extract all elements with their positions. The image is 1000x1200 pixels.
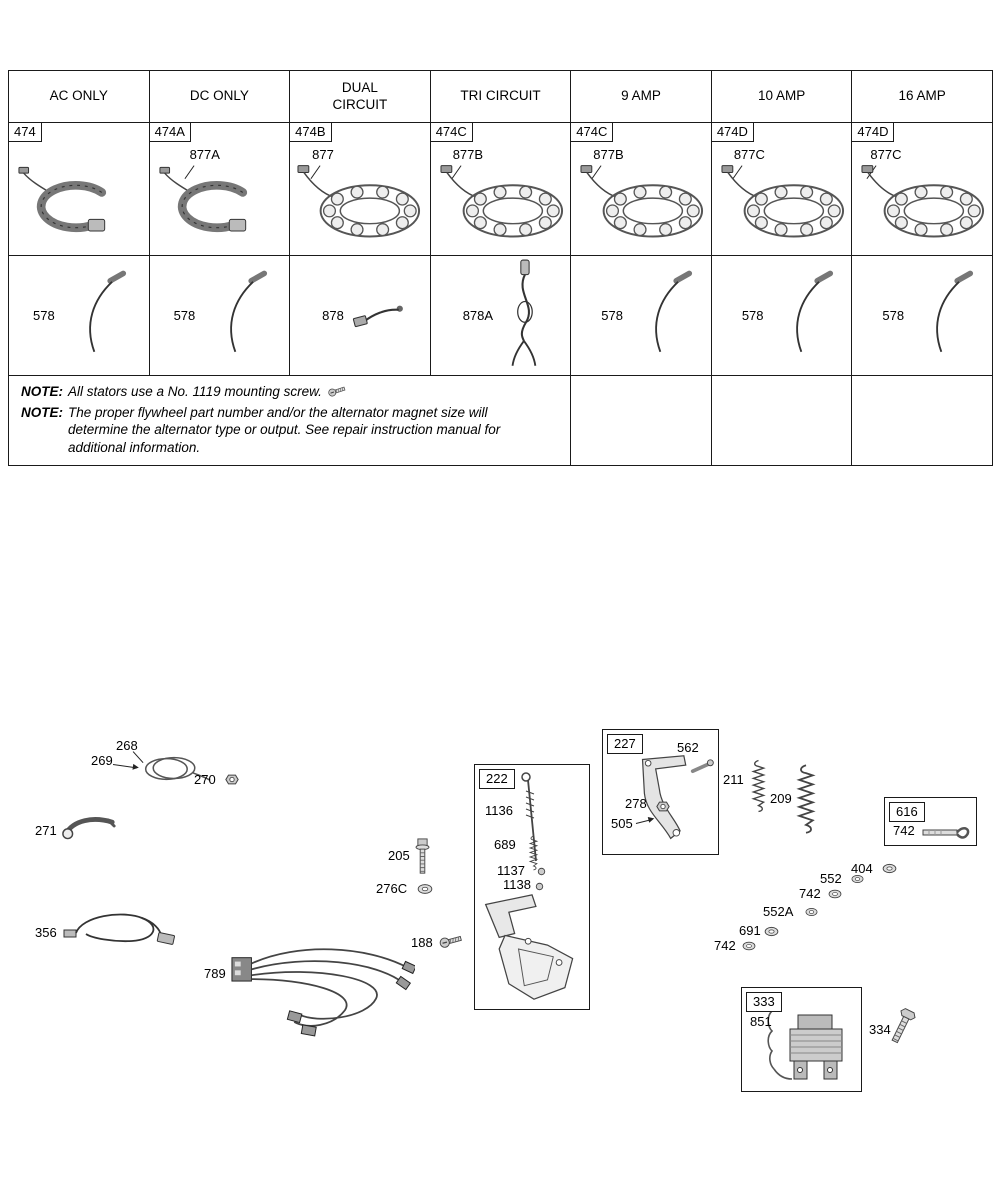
col-header-dual-circuit	[290, 71, 431, 123]
stator-row	[9, 123, 993, 256]
wire-cell-dual-circuit	[290, 256, 431, 376]
ref-box: 474A	[150, 123, 191, 142]
lead-wire-icon	[352, 300, 406, 332]
part-number-label: 877C	[870, 147, 902, 162]
column-header: DC ONLY	[189, 88, 249, 104]
nut-icon	[656, 800, 670, 813]
col-header-9-amp	[571, 71, 712, 123]
group-ref-box: 333	[746, 992, 782, 1012]
wire-cell-16-amp	[852, 256, 993, 376]
bolt-icon	[415, 838, 430, 875]
callout-211: 211	[723, 772, 744, 787]
wire-part-label: 578	[601, 308, 623, 323]
empty-cell	[571, 376, 712, 466]
ref-box: 474C	[431, 123, 473, 142]
stator-ring-icon	[439, 161, 567, 245]
wire-part-label: 878	[322, 308, 344, 323]
wiring-harness-icon	[230, 928, 415, 1038]
ref-box: 474D	[852, 123, 894, 142]
note-2	[21, 404, 558, 457]
column-header: 10 AMP	[757, 88, 806, 104]
callout-689: 689	[494, 837, 516, 852]
group-227	[602, 729, 719, 855]
callout-691: 691	[739, 923, 761, 938]
wire-cell-10-amp	[712, 256, 853, 376]
washer-icon	[742, 941, 756, 951]
clip-icon	[60, 810, 118, 842]
ref-box: 474B	[290, 123, 331, 142]
alternator-table	[8, 70, 993, 466]
column-header: DUAL CIRCUIT	[332, 79, 388, 112]
notes-row	[9, 376, 993, 466]
stator-cell-9-amp	[571, 123, 712, 256]
callout-278: 278	[625, 796, 647, 811]
lead-wire-icon	[918, 268, 974, 360]
part-number-label: 877B	[452, 147, 484, 162]
ball-icon	[537, 867, 546, 876]
group-616	[884, 797, 977, 846]
lead-wire-icon	[637, 268, 693, 360]
note-prefix: NOTE:	[21, 384, 63, 399]
part-number-label: 877A	[189, 147, 220, 162]
callout-1138: 1138	[503, 877, 531, 892]
nut-icon	[225, 773, 239, 786]
callout-276C: 276C	[376, 881, 408, 896]
washer-icon	[764, 926, 779, 937]
note-prefix: NOTE:	[21, 404, 63, 420]
callout-209: 209	[770, 791, 792, 806]
col-header-dc-only	[150, 71, 291, 123]
ball-icon	[535, 882, 544, 891]
lead-wire-icon	[71, 268, 127, 360]
col-header-16-amp	[852, 71, 993, 123]
callout-1137: 1137	[497, 863, 525, 878]
stator-cell-dual-circuit	[290, 123, 431, 256]
callout-334: 334	[869, 1022, 891, 1037]
callout-742c: 742	[714, 938, 736, 953]
ref-box: 474	[9, 123, 42, 142]
callout-356: 356	[35, 925, 57, 940]
leader-line-269	[113, 764, 137, 769]
stator-cell-ac-only	[9, 123, 150, 256]
note-1	[21, 383, 558, 401]
stator-ring-icon	[720, 161, 848, 245]
callout-851: 851	[750, 1014, 772, 1029]
group-ref-box: 227	[607, 734, 643, 754]
callout-404: 404	[851, 861, 873, 876]
wire-cell-dc-only	[150, 256, 291, 376]
part-number-label: 877C	[733, 147, 765, 162]
stator-ring-icon	[296, 161, 424, 245]
notes-cell	[9, 376, 571, 466]
lead-wire-icon	[212, 268, 268, 360]
ignition-armature-icon	[758, 1002, 858, 1088]
callout-188: 188	[411, 935, 433, 950]
part-number-label: 877	[312, 147, 334, 162]
stop-wire-icon	[62, 908, 177, 950]
group-333	[741, 987, 862, 1092]
part-number-label: 877B	[593, 147, 624, 162]
stator-partial-icon	[158, 163, 264, 245]
wire-row	[9, 256, 993, 376]
mounting-screw-icon	[326, 383, 348, 399]
spring-icon	[790, 763, 822, 835]
wire-part-label: 578	[33, 308, 55, 323]
stator-cell-dc-only	[150, 123, 291, 256]
callout-205: 205	[388, 848, 410, 863]
stator-ring-icon	[579, 161, 707, 245]
empty-cell	[712, 376, 853, 466]
callout-742b: 742	[799, 886, 821, 901]
group-ref-box: 222	[479, 769, 515, 789]
empty-cell	[852, 376, 993, 466]
column-header: 16 AMP	[898, 88, 946, 104]
stator-partial-icon	[17, 163, 123, 245]
ref-box: 474D	[712, 123, 754, 142]
wire-part-label: 578	[173, 308, 196, 323]
callout-1136: 1136	[485, 803, 513, 818]
wire-cell-9-amp	[571, 256, 712, 376]
wire-cell-ac-only	[9, 256, 150, 376]
washer-icon	[882, 863, 897, 874]
column-header: AC ONLY	[49, 88, 108, 104]
spring-icon	[525, 835, 542, 871]
col-header-ac-only	[9, 71, 150, 123]
wire-part-label: 578	[882, 308, 905, 323]
callout-269: 269	[91, 753, 113, 768]
wire-part-label: 878A	[462, 308, 494, 323]
callout-562: 562	[677, 740, 699, 755]
washer-icon	[828, 889, 842, 899]
callout-270: 270	[194, 772, 216, 787]
stator-ring-icon	[860, 161, 988, 245]
control-bracket-icon	[479, 891, 587, 1005]
wire-cell-tri-circuit	[431, 256, 572, 376]
lead-wire-icon	[505, 258, 547, 372]
table-header-row	[9, 71, 993, 123]
lead-wire-icon	[778, 268, 834, 360]
group-222	[474, 764, 590, 1010]
washer-icon	[417, 883, 433, 895]
column-header: TRI CIRCUIT	[460, 88, 541, 104]
callout-789: 789	[204, 966, 226, 981]
screw-icon	[438, 931, 465, 951]
pin-icon	[919, 822, 973, 842]
note-text: The proper flywheel part number and/or the alternator magnet size will determine the alternator type or output. See repair instruction manual for additional information.	[68, 404, 501, 455]
spring-icon	[750, 755, 767, 817]
col-header-10-amp	[712, 71, 853, 123]
callout-505: 505	[611, 816, 633, 831]
ref-box: 474C	[571, 123, 613, 142]
stator-cell-10-amp	[712, 123, 853, 256]
callout-742: 742	[893, 823, 915, 838]
callout-271: 271	[35, 823, 57, 838]
stator-cell-tri-circuit	[431, 123, 572, 256]
callout-552: 552	[820, 871, 842, 886]
washer-icon	[805, 907, 818, 917]
callout-552A: 552A	[763, 904, 794, 919]
callout-268: 268	[116, 738, 138, 753]
wire-part-label: 578	[741, 308, 764, 323]
group-ref-box: 616	[889, 802, 925, 822]
note-text: All stators use a No. 1119 mounting screw.	[68, 384, 322, 399]
col-header-tri-circuit	[431, 71, 572, 123]
column-header: 9 AMP	[621, 88, 661, 104]
stator-cell-16-amp	[852, 123, 993, 256]
